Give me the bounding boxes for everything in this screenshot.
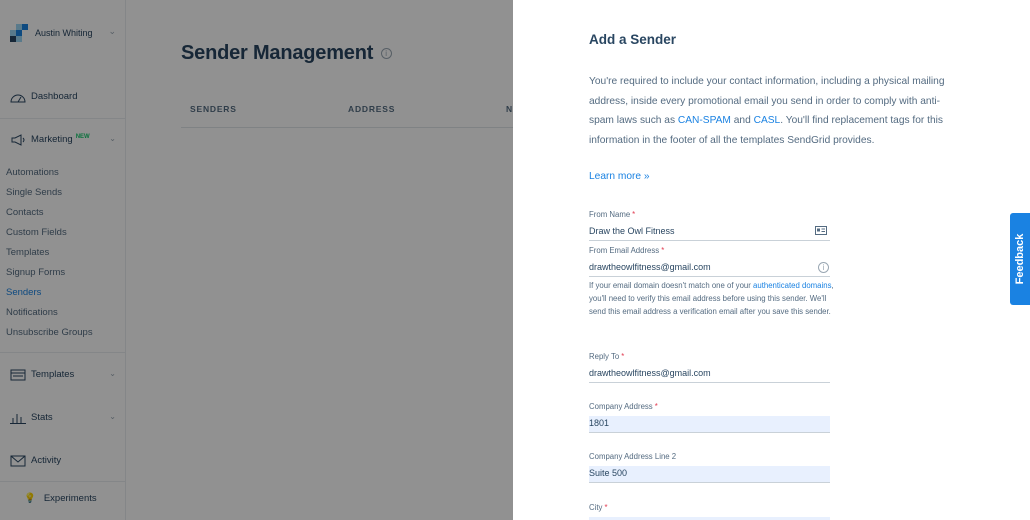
company-address-input[interactable]: 1801 [589,416,830,433]
page-title: Sender Management i [181,42,392,65]
sidebar-item-templates[interactable]: Templates [6,247,50,258]
reply-to-input[interactable]: drawtheowlfitness@gmail.com [589,366,830,383]
sidebar-item-contacts[interactable]: Contacts [6,207,44,218]
from-name-field [589,210,830,241]
drawer-intro: You're required to include your contact information, including a physical mailing address, inside every promotional email you send in order to comply with anti-spam laws such as CAN-SPAM and CASL. You'll find replacement tags for this information in the footer of all the templates SendGrid provides. [589,76,945,146]
nav-activity-label: Activity [31,455,62,466]
sidebar-item-custom-fields[interactable]: Custom Fields [6,227,67,238]
contact-card-icon[interactable] [815,226,827,237]
authenticated-domains-link[interactable]: authenticated domains [753,281,832,290]
chevron-down-icon: ⌄ [109,412,116,421]
required-mark: * [621,352,625,361]
city-field [589,503,830,520]
city-label: City [589,503,603,512]
learn-more-link[interactable]: Learn more » [589,171,650,182]
nav-templates-label: Templates [31,369,75,380]
sidebar-item-signup-forms[interactable]: Signup Forms [6,267,66,278]
company-address-2-label: Company Address Line 2 [589,452,677,461]
column-header-address[interactable]: ADDRESS [348,104,396,114]
feedback-tab[interactable] [1010,213,1030,305]
nav-dashboard-label: Dashboard [31,91,78,102]
chevron-down-icon: ⌄ [108,26,116,36]
nav-marketing-label: Marketing [31,134,73,145]
casl-link[interactable]: CASL [753,115,781,126]
info-icon[interactable]: i [381,48,392,59]
from-email-input[interactable]: drawtheowlfitness@gmail.com i [589,260,830,277]
can-spam-link[interactable]: CAN-SPAM [677,115,731,126]
from-name-label: From Name [589,210,631,219]
drawer-title: Add a Sender [589,32,677,47]
required-mark: * [661,246,665,255]
company-address-2-input[interactable]: Suite 500 [589,466,830,483]
sidebar-item-single-sends[interactable]: Single Sends [6,187,62,198]
info-icon[interactable]: i [818,262,829,273]
company-address-label: Company Address [589,402,653,411]
sidebar-item-notifications[interactable]: Notifications [6,307,58,318]
modal-backdrop[interactable] [0,0,513,520]
reply-to-label: Reply To [589,352,620,361]
feedback-label: Feedback [1014,233,1026,285]
from-email-label: From Email Address [589,246,660,255]
reply-to-field [589,352,830,383]
company-address-2-field [589,452,830,483]
from-email-help-text: If your email domain doesn't match one of your authenticated domains, you'll need to verify this email address before using this sender. We'll send this email address a verification email after you save this sender. [589,281,834,316]
new-badge: NEW [75,134,90,140]
sidebar-item-senders[interactable]: Senders [6,287,42,298]
required-mark: * [654,402,658,411]
company-address-field [589,402,830,433]
column-header-senders[interactable]: SENDERS [190,104,237,114]
lightbulb-icon: 💡 [24,493,36,504]
required-mark: * [632,210,636,219]
sidebar-item-unsubscribe-groups[interactable]: Unsubscribe Groups [6,327,93,338]
sidebar-item-automations[interactable]: Automations [6,167,59,178]
required-mark: * [604,503,608,512]
from-name-input[interactable]: Draw the Owl Fitness [589,224,830,241]
chevron-down-icon: ⌄ [109,369,116,378]
add-sender-drawer [513,0,1030,520]
chevron-down-icon: ⌄ [109,134,116,143]
account-name: Austin Whiting [35,28,93,38]
nav-stats-label: Stats [31,412,53,423]
from-email-field [589,246,830,277]
nav-experiments-label: Experiments [43,493,97,504]
column-header-nickname[interactable]: N [506,104,513,114]
